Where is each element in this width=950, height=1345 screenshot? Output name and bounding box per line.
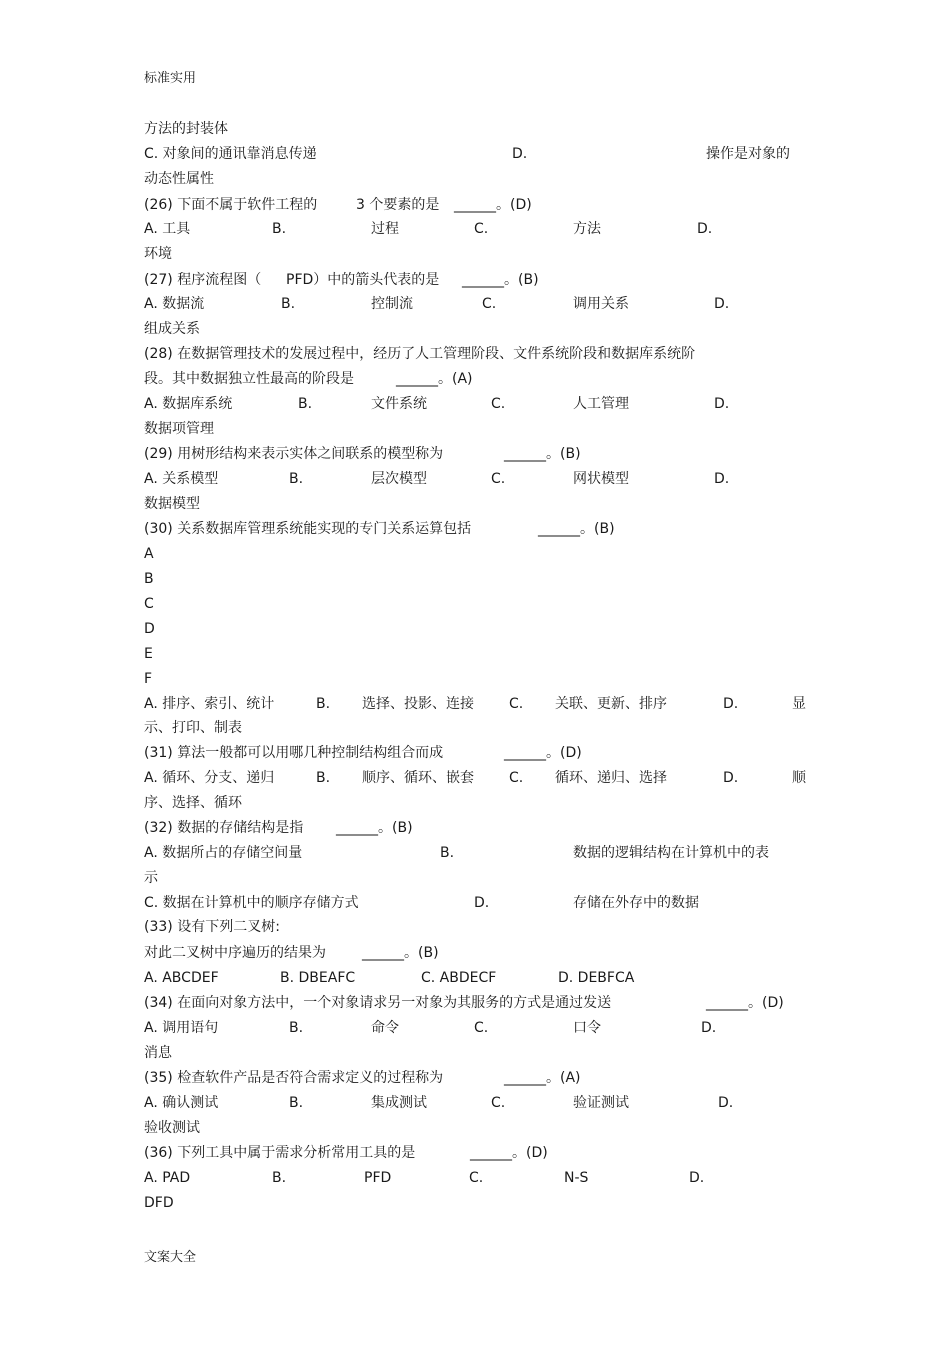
text-line-segment: F [144,671,153,687]
text-line-segment: 数据模型 [144,496,200,512]
text-line-segment: 集成测试 [371,1095,427,1111]
text-line-segment: B. [289,471,304,487]
text-line-segment: 组成关系 [144,321,200,337]
text-line-segment: (34) 在面向对象方法中，一个对象请求另一对象为其服务的方式是通过发送 [144,995,612,1011]
text-line-segment: 存储在外存中的数据 [573,895,699,911]
text-line-segment: C. [509,770,524,786]
text-line-segment: 命令 [371,1020,399,1036]
text-line-segment: E [144,646,153,662]
text-line-segment: D. [689,1170,705,1186]
text-line-segment: 顺序、循环、嵌套 [362,770,474,786]
text-line-segment: 方法的封装体 [144,121,228,137]
text-line-segment: 序、选择、循环 [144,795,242,811]
text-line-segment: (32) 数据的存储结构是指 [144,820,304,836]
text-line-segment: A. 数据所占的存储空间量 [144,845,303,861]
text-line-segment: B. [316,770,331,786]
text-line-segment: D [144,621,155,637]
text-line-segment: D. [474,895,490,911]
text-line-segment: (27) 程序流程图（ [144,272,262,288]
text-line-segment: A. 数据流 [144,296,205,312]
text-line-segment: 消息 [144,1045,172,1061]
text-line-segment: D. [723,770,739,786]
text-line-segment: 3 个要素的是 [356,197,440,213]
text-line-segment: C. [491,471,506,487]
text-line-segment: ______。(B) [538,521,615,537]
text-line-segment: B. [316,696,331,712]
text-line-segment: D. [714,471,730,487]
text-line-segment: PFD [364,1170,392,1186]
text-line-segment: D. [714,296,730,312]
text-line-segment: 顺 [792,770,806,786]
text-line-segment: ______。(B) [362,945,439,961]
text-line-segment: C. [474,221,489,237]
text-line-segment: 网状模型 [573,471,629,487]
text-line-segment: D. [718,1095,734,1111]
text-line-segment: ______。(A) [396,371,473,387]
text-line-segment: 人工管理 [573,396,629,412]
text-line-segment: D. [697,221,713,237]
text-line-segment: B. [272,1170,287,1186]
text-line-segment: B. [272,221,287,237]
text-line-segment: A. 循环、分支、递归 [144,770,275,786]
text-line-segment: PFD）中的箭头代表的是 [286,272,440,288]
text-line-segment: A [144,546,154,562]
text-line-segment: A. 工具 [144,221,191,237]
text-line-segment: B. [440,845,455,861]
text-line-segment: ______。(D) [470,1145,548,1161]
text-line-segment: D. DEBFCA [558,970,635,986]
text-line-segment: C. 数据在计算机中的顺序存储方式 [144,895,359,911]
text-line-segment: DFD [144,1195,174,1211]
text-line-segment: 口令 [573,1020,601,1036]
text-line-segment: C. [509,696,524,712]
text-line-segment: B. [281,296,296,312]
text-line-segment: B. [298,396,313,412]
text-line-segment: 控制流 [371,296,413,312]
text-line-segment: A. 确认测试 [144,1095,219,1111]
page-header: 标准实用 [144,71,197,86]
text-line-segment: 环境 [144,246,172,262]
text-line-segment: B. [289,1020,304,1036]
text-line-segment: 验证测试 [573,1095,629,1111]
text-line-segment: A. 排序、索引、统计 [144,696,275,712]
text-line-segment: 对此二叉树中序遍历的结果为 [144,945,326,961]
text-line-segment: D. [723,696,739,712]
text-line-segment: 动态性属性 [144,171,214,187]
text-line-segment: (26) 下面不属于软件工程的 [144,197,318,213]
text-line-segment: C. 对象间的通讯靠消息传递 [144,146,317,162]
text-line-segment: 示 [144,870,158,886]
text-line-segment: C [144,596,154,612]
text-line-segment: 文件系统 [371,396,427,412]
text-line-segment: N-S [564,1170,589,1186]
text-line-segment: B. [289,1095,304,1111]
text-line-segment: ______。(B) [336,820,413,836]
text-line-segment: ______。(B) [504,446,581,462]
text-line-segment: 循环、递归、选择 [555,770,667,786]
text-line-segment: C. [482,296,497,312]
text-line-segment: 数据的逻辑结构在计算机中的表 [573,845,769,861]
text-line-segment: D. [701,1020,717,1036]
text-line-segment: 数据项管理 [144,421,214,437]
text-line-segment: C. [474,1020,489,1036]
text-line-segment: C. ABDECF [421,970,497,986]
text-line-segment: ______。(D) [504,745,582,761]
text-line-segment: B. DBEAFC [280,970,356,986]
text-line-segment: A. 关系模型 [144,471,219,487]
text-line-segment: 关联、更新、排序 [555,696,667,712]
text-line-segment: ______。(D) [454,197,532,213]
text-line-segment: (28) 在数据管理技术的发展过程中，经历了人工管理阶段、文件系统阶段和数据库系统阶 [144,346,696,362]
text-line-segment: 方法 [573,221,601,237]
text-line-segment: A. ABCDEF [144,970,219,986]
text-line-segment: D. [714,396,730,412]
text-line-segment: (35) 检查软件产品是否符合需求定义的过程称为 [144,1070,444,1086]
text-line-segment: D. [512,146,528,162]
text-line-segment: (36) 下列工具中属于需求分析常用工具的是 [144,1145,416,1161]
text-line-segment: 段。其中数据独立性最高的阶段是 [144,371,354,387]
text-line-segment: 层次模型 [371,471,427,487]
text-line-segment: A. 调用语句 [144,1020,219,1036]
text-line-segment: (29) 用树形结构来表示实体之间联系的模型称为 [144,446,444,462]
text-line-segment: 过程 [371,221,399,237]
text-line-segment: 验收测试 [144,1120,200,1136]
text-line-segment: 示、打印、制表 [144,720,242,736]
text-line-segment: ______。(A) [504,1070,581,1086]
text-line-segment: (33) 设有下列二叉树: [144,919,280,935]
text-line-segment: 选择、投影、连接 [362,696,474,712]
page-footer: 文案大全 [144,1250,197,1265]
text-line-segment: (31) 算法一般都可以用哪几种控制结构组合而成 [144,745,444,761]
text-line-segment: ______。(B) [462,272,539,288]
text-line-segment: C. [491,1095,506,1111]
text-line-segment: 调用关系 [573,296,629,312]
text-line-segment: C. [491,396,506,412]
text-line-segment: A. PAD [144,1170,191,1186]
text-line-segment: C. [469,1170,484,1186]
text-line-segment: ______。(D) [706,995,784,1011]
text-line-segment: A. 数据库系统 [144,396,233,412]
text-line-segment: (30) 关系数据库管理系统能实现的专门关系运算包括 [144,521,472,537]
text-line-segment: 操作是对象的 [706,146,790,162]
text-line-segment: 显 [792,696,806,712]
text-line-segment: B [144,571,154,587]
